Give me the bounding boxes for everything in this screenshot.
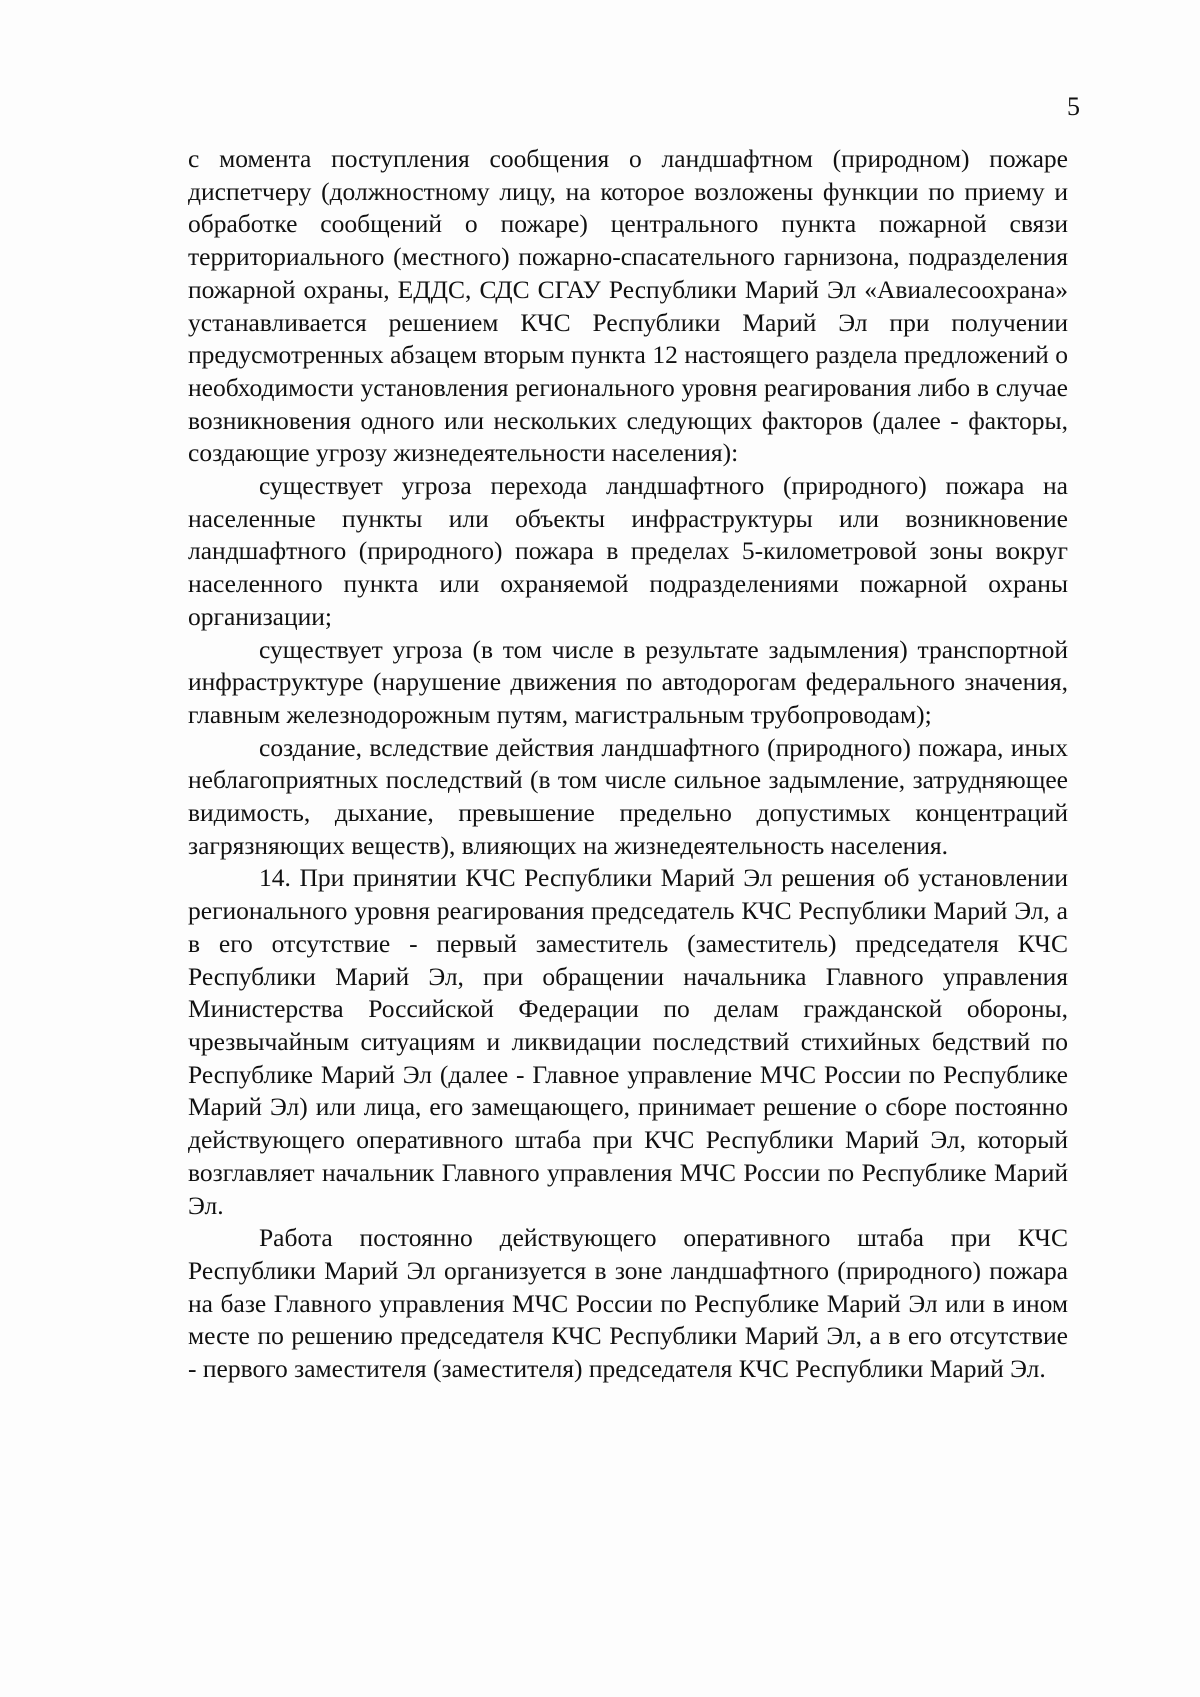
document-body xyxy=(188,143,1068,1386)
paragraph-factor-consequences: создание, вследствие действия ландшафтного (природного) пожара, иных неблагоприятных последствий (в том числе сильное задымление, затрудняющее видимость, дыхание, превышение предельно допустимых концентраций загрязняющих веществ), влияющих на жизнедеятельность населения. xyxy=(188,732,1068,860)
paragraph-item-14: 14. При принятии КЧС Республики Марий Эл решения об установлении регионального уровня реагирования председатель КЧС Республики Марий Эл, а в его отсутствие - первый заместитель (заместитель) председателя КЧС Республики Марий Эл, при обращении начальника Главного управления Министерства Российской Федерации по делам гражданской обороны, чрезвычайным ситуациям и ликвидации последствий стихийных бедствий по Республике Марий Эл (далее - Главное управление МЧС России по Республике Марий Эл) или лица, его замещающего, принимает решение о сборе постоянно действующего оперативного штаба при КЧС Республики Марий Эл, который возглавляет начальник Главного управления МЧС России по Республике Марий Эл. xyxy=(188,863,1068,1220)
paragraph-intro: с момента поступления сообщения о ландшафтном (природном) пожаре диспетчеру (должностному лицу, на которое возложены функции по приему и обработке сообщений о пожаре) центрального пункта пожарной связи территориального (местного) пожарно-спасательного гарнизона, подразделения пожарной охраны, ЕДДС, СДС СГАУ Республики Марий Эл «Авиалесоохрана» устанавливается решением КЧС Республики Марий Эл при получении предусмотренных абзацем вторым пункта 12 настоящего раздела предложений о необходимости установления регионального уровня реагирования либо в случае возникновения одного или нескольких следующих факторов (далее - факторы, создающие угрозу жизнедеятельности населения): xyxy=(188,144,1068,468)
paragraph-headquarters-work: Работа постоянно действующего оперативного штаба при КЧС Республики Марий Эл организуется в зоне ландшафтного (природного) пожара на базе Главного управления МЧС России по Республике Марий Эл или в ином месте по решению председателя КЧС Республики Марий Эл, а в его отсутствие - первого заместителя (заместителя) председателя КЧС Республики Марий Эл. xyxy=(188,1223,1068,1384)
paragraph-factor-settlements: существует угроза перехода ландшафтного (природного) пожара на населенные пункты или объекты инфраструктуры или возникновение ландшафтного (природного) пожара в пределах 5-километровой зоны вокруг населенного пункта или охраняемой подразделениями пожарной охраны организации; xyxy=(188,471,1068,631)
paragraph-factor-transport: существует угроза (в том числе в результате задымления) транспортной инфраструктуре (нарушение движения по автодорогам федерального значения, главным железнодорожным путям, магистральным трубопроводам); xyxy=(188,634,1068,729)
page-number: 5 xyxy=(1067,92,1080,121)
